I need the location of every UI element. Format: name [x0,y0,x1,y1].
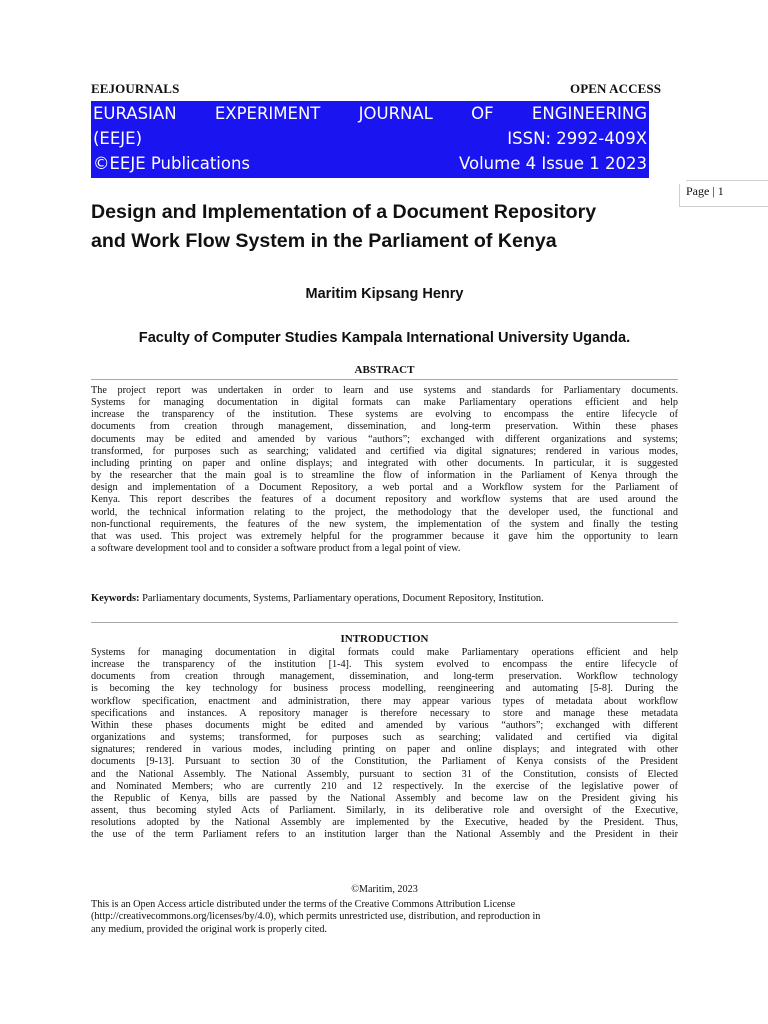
page-number-rule [686,180,768,181]
abstract-line: design and implementation of a Document Repository, a web portal and a Workflow system for the Parliament of [91,482,678,494]
keywords-text: Parliamentary documents, Systems, Parliamentary operations, Document Repository, Institution. [139,593,544,604]
license-line: any medium, provided the original work is properly cited. [91,923,327,935]
paper-title [91,198,691,256]
abstract-line: documents from creation through management, dissemination, and long-term preservation. Within these phases [91,421,678,433]
license-line: (http://creativecommons.org/licenses/by/4.0), which permits unrestricted use, distribution, and reproduction in [91,911,541,923]
abstract-body [91,385,678,555]
publisher-copyright: ©EEJE Publications [93,154,251,173]
title-line: and Work Flow System in the Parliament of Kenya [91,230,557,252]
abstract-line: increase the transparency of the institution. These systems are evolving to encompass the entire lifecycle of [91,409,678,421]
title-line: Design and Implementation of a Document Repository [91,201,597,223]
abstract-line: world, the technical information relating to the project, the methodology that the developer used, the functional and [91,506,678,518]
introduction-line: assent, thus becoming styled Acts of Parliament. Similarly, in its deliberative role and oversight of the Executive, [91,805,678,817]
introduction-line: the Republic of Kenya, bills are passed by the National Assembly and become law on the President giving his [91,792,678,804]
introduction-line: signatures; rendered in various modes, including printing on paper and online displays; and integrated with other [91,744,678,756]
introduction-heading: INTRODUCTION [340,633,429,645]
introduction-line: the use of the term Parliament refers to an institution larger than the National Assembly and the President in their [91,829,678,841]
abstract-line: transformed, for purposes such as searching; validated and certified via digital signatures; rendered in various modes, [91,445,678,457]
abstract-line: by the researcher that the main goal is to streamline the flow of information in the Parliament of Kenya through the [91,470,678,482]
keywords [91,593,691,604]
introduction-line: and the National Assembly. The National Assembly, pursuant to section 31 of the Constitution, consists of Elected [91,768,678,780]
introduction-line: documents [9-13]. Pursuant to section 30 of the Constitution, the Parliament of Kenya consists of the President [91,756,678,768]
introduction-body [91,647,678,842]
author-name: Maritim Kipsang Henry [305,286,464,302]
volume-issue: Volume 4 Issue 1 2023 [458,154,647,173]
author-affiliation: Faculty of Computer Studies Kampala International University Uganda. [138,330,631,346]
banner-row-issn [91,126,649,151]
introduction-line: documents from creation through management, dissemination, and long-term preservation. Workflow technology [91,671,678,683]
publisher-name: EEJOURNALS [91,81,180,96]
introduction-line: is becoming the key technology for business process modelling, reengineering and automating [5-8]. During the [91,683,678,695]
abstract-line: Kenya. This report describes the features of a document repository and workflow systems that are used around the [91,494,678,506]
introduction-line: workflow specification, enactment and administration, there may appear various types of metadata about workflow [91,695,678,707]
banner-word: EXPERIMENT [214,104,321,123]
introduction-line: Within these phases documents might be edited and amended by various “authors”; exchanged with different [91,719,678,731]
abstract-line: that was used. This project was extremely helpful for the programmer because it gave him the opportunity to learn [91,530,678,542]
introduction-line: specifications and instances. A repository manager is therefore necessary to store and manage these metadata [91,707,678,719]
banner-row-volume [91,151,649,176]
introduction-line: and Nominated Members; who are currently 210 and 12 respectively. In the exercise of the legislative power of [91,780,678,792]
introduction-line: Systems for managing documentation in digital formats could make Parliamentary operations efficient and help [91,647,678,658]
introduction-line: organizations and systems; transformed, for purposes such as searching; validated and certified via digital [91,732,678,744]
journal-banner [91,101,649,178]
abstract-line: The project report was undertaken in order to learn and use systems and standards for Parliamentary documents. [91,385,678,396]
issn: ISSN: 2992-409X [507,129,647,148]
abstract-line: including printing on paper and online displays; and integrated with other documents. In particular, it is suggested [91,457,678,469]
banner-word: ENGINEERING [531,104,647,123]
banner-word: OF [471,104,494,123]
banner-word: JOURNAL [358,104,433,123]
abstract-line: Systems for managing documentation in digital formats can make Parliamentary operations efficient and help [91,397,678,409]
introduction-line: increase the transparency of the institution [1-4]. This system evolved to encompass the entire lifecycle of [91,659,678,671]
license-notice [91,899,678,936]
abstract-rule [91,379,678,380]
journal-abbrev: (EEJE) [93,129,143,148]
abstract-line: documents may be edited and amended by various “authors”; exchanged with different organizations and systems; [91,433,678,445]
abstract-heading: ABSTRACT [354,364,415,376]
abstract-line: non-functional requirements, the features of the new system, the implementation of the system and finally the testing [91,518,678,530]
copyright-line: ©Maritim, 2023 [351,884,418,895]
introduction-line: resolutions adopted by the National Assembly are implemented by the Executive, headed by the President. Thus, [91,817,678,829]
abstract-line: a software development tool and to consider a software product from a legal point of view. [91,543,461,555]
banner-word: EURASIAN [93,104,177,123]
keywords-rule [91,622,678,623]
keywords-label: Keywords: [91,593,140,604]
banner-row-journal-name [91,101,649,126]
license-line: This is an Open Access article distributed under the terms of the Creative Commons Attribution License [91,899,516,910]
page-number: Page | 1 [679,184,768,207]
access-label: OPEN ACCESS [570,81,662,96]
